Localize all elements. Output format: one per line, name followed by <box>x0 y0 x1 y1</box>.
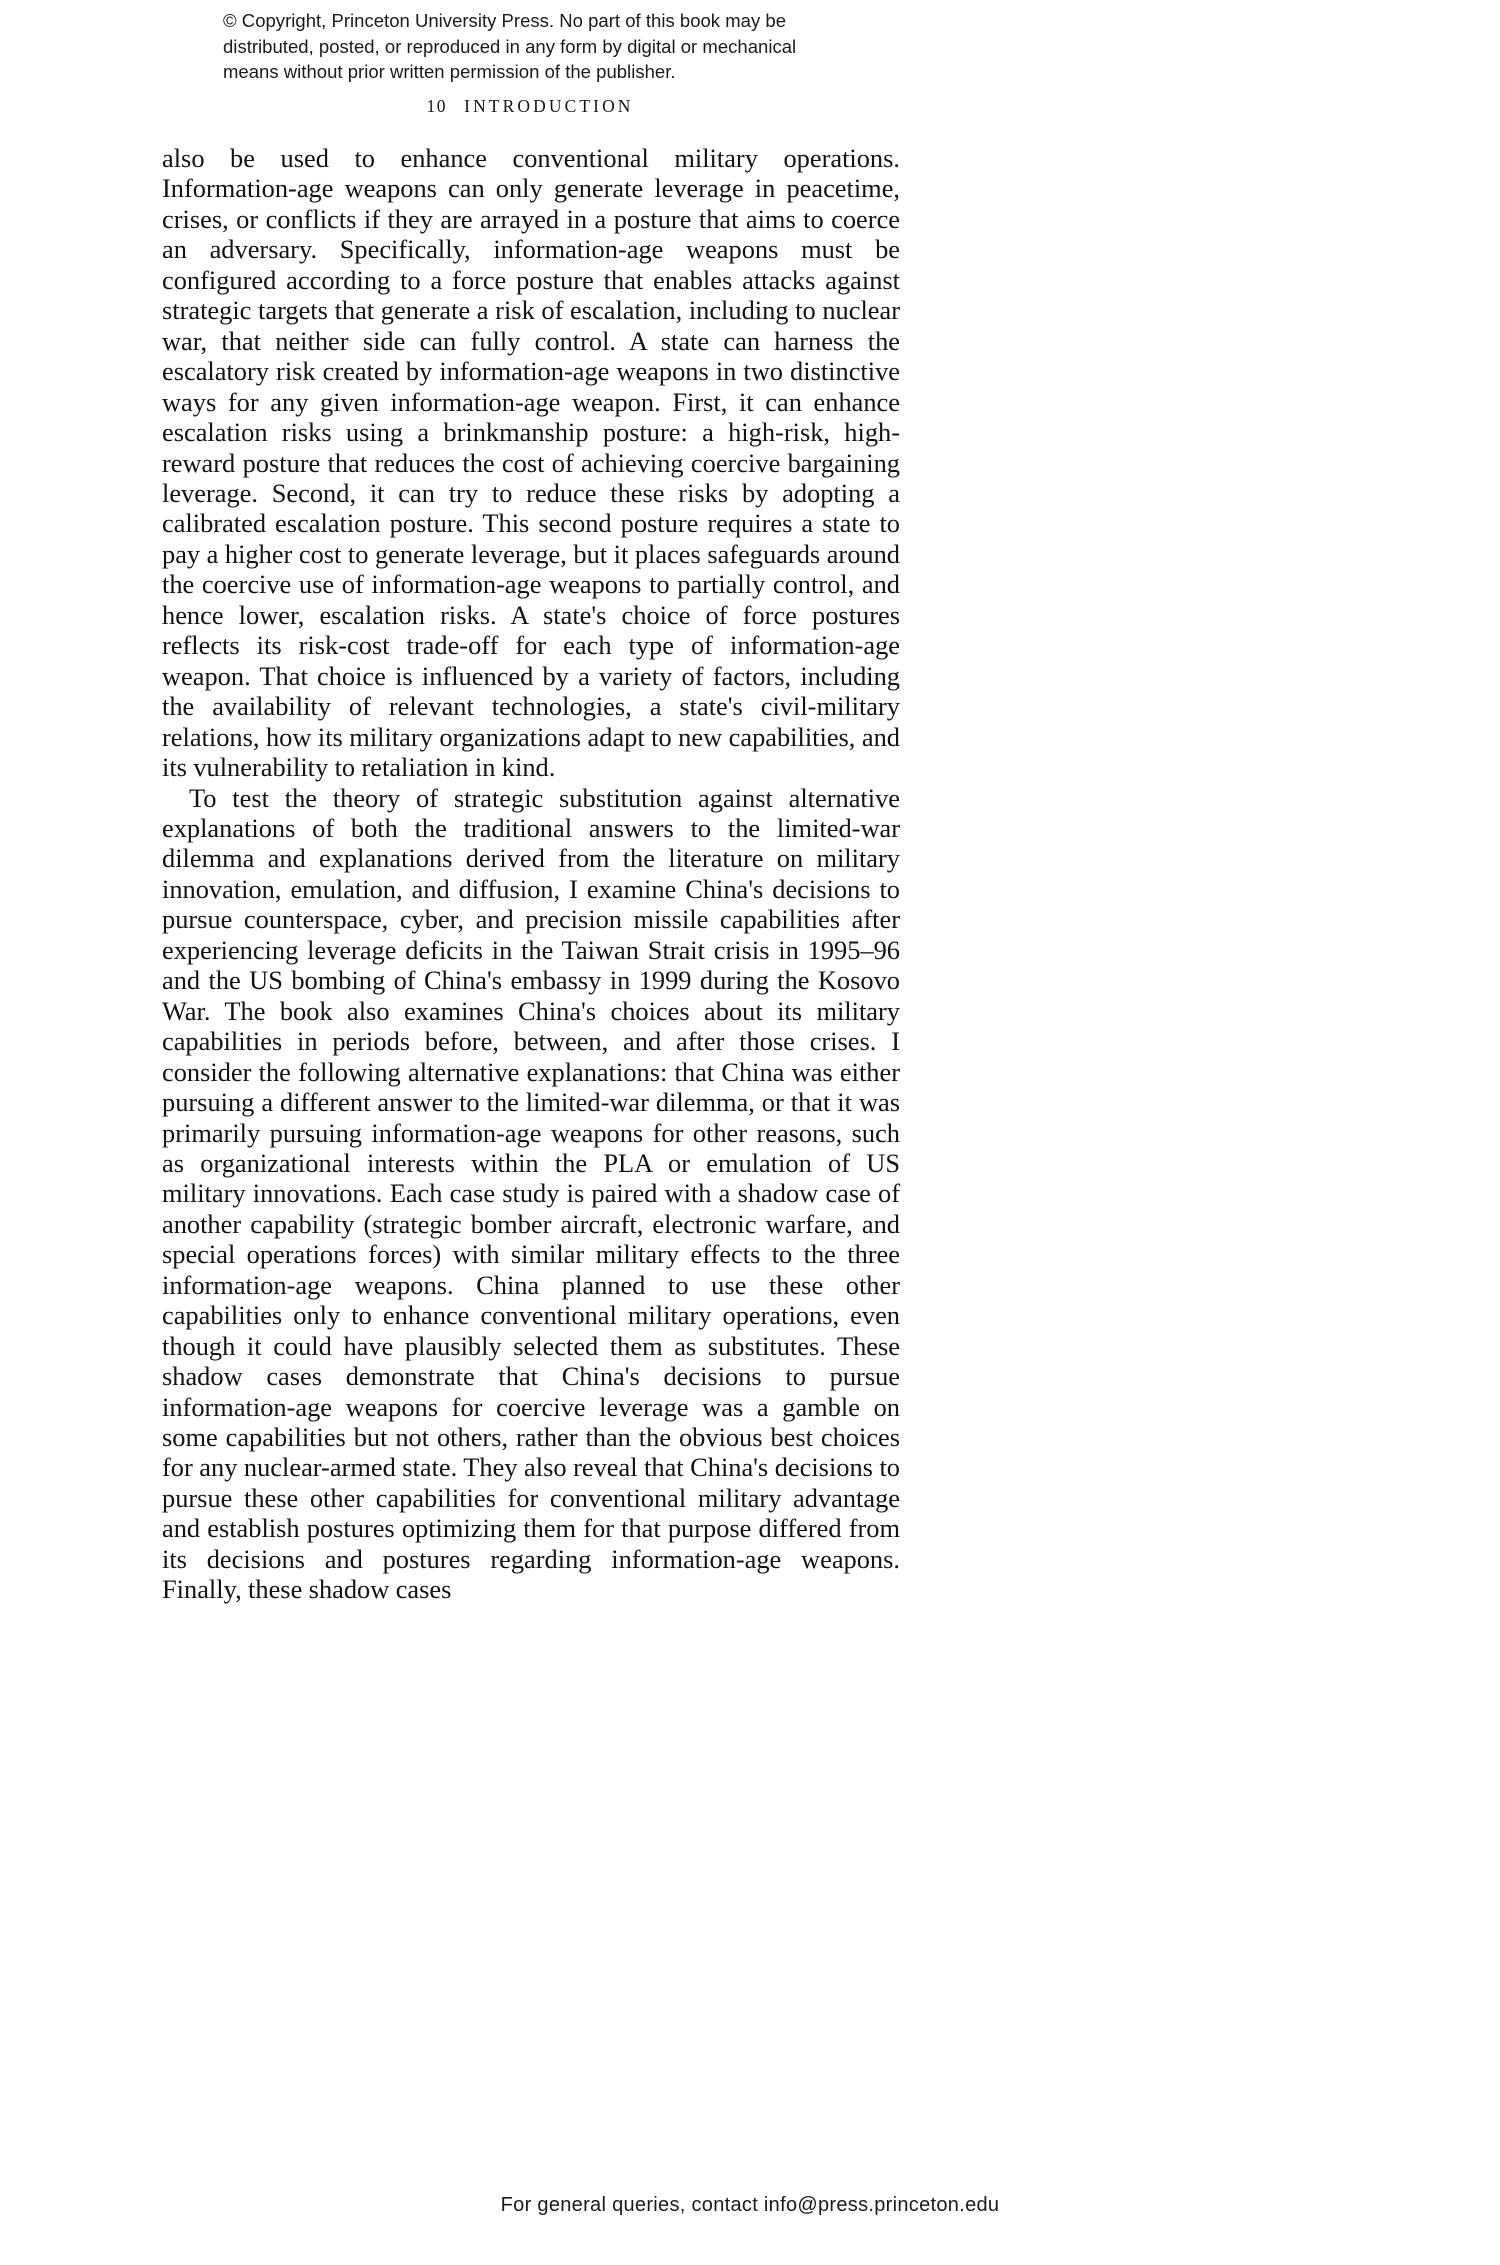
page-folio-number: 10 <box>426 96 448 116</box>
body-paragraph-2: To test the theory of strategic substitution against alternative explanations of both the traditional answers to the limited-war dilemma and explanations derived from the literature on military innovation, emulation, and diffusion, I examine China's decisions to pursue counterspace, cyber, and precision missile capabilities after experiencing leverage deficits in the Taiwan Strait crisis in 1995–96 and the US bombing of China's embassy in 1999 during the Kosovo War. The book also examines China's choices about its military capabilities in periods before, between, and after those crises. I consider the following alternative explanations: that China was either pursuing a different answer to the limited-war dilemma, or that it was primarily pursuing information-age weapons for other reasons, such as organizational interests within the PLA or emulation of US military innovations. Each case study is paired with a shadow case of another capability (strategic bomber aircraft, electronic warfare, and special operations forces) with similar military effects to the three information-age weapons. China planned to use these other capabilities only to enhance conventional military operations, even though it could have plausibly selected them as substitutes. These shadow cases demonstrate that China's decisions to pursue information-age weapons for coercive leverage was a gamble on some capabilities but not others, rather than the obvious best choices for any nuclear-armed state. They also reveal that China's decisions to pursue these other capabilities for conventional military advantage and establish postures optimizing them for that purpose differed from its decisions and postures regarding information-age weapons. Finally, these shadow cases <box>162 782 900 1605</box>
footer-general-queries: For general queries, contact info@press.princeton.edu <box>500 2194 1000 2216</box>
copyright-notice: © Copyright, Princeton University Press. No part of this book may be distributed, posted, or reproduced in any form by digital or mechanical means without prior written permission of the publisher. <box>223 10 797 82</box>
running-head-title: INTRODUCTION <box>464 96 634 116</box>
running-head <box>0 96 1060 117</box>
body-paragraph-1: also be used to enhance conventional military operations. Information-age weapons can only generate leverage in peacetime, crises, or conflicts if they are arrayed in a posture that aims to coerce an adversary. Specifically, information-age weapons must be configured according to a force posture that enables attacks against strategic targets that generate a risk of escalation, including to nuclear war, that neither side can fully control. A state can harness the escalatory risk created by information-age weapons in two distinctive ways for any given information-age weapon. First, it can enhance escalation risks using a brinkmanship posture: a high-risk, high-reward posture that reduces the cost of achieving coercive bargaining leverage. Second, it can try to reduce these risks by adopting a calibrated escalation posture. This second posture requires a state to pay a higher cost to generate leverage, but it places safeguards around the coercive use of information-age weapons to partially control, and hence lower, escalation risks. A state's choice of force postures reflects its risk-cost trade-off for each type of information-age weapon. That choice is influenced by a variety of factors, including the availability of relevant technologies, a state's civil-military relations, how its military organizations adapt to new capabilities, and its vulnerability to retaliation in kind. <box>162 143 900 783</box>
body-text-block <box>162 143 900 1605</box>
